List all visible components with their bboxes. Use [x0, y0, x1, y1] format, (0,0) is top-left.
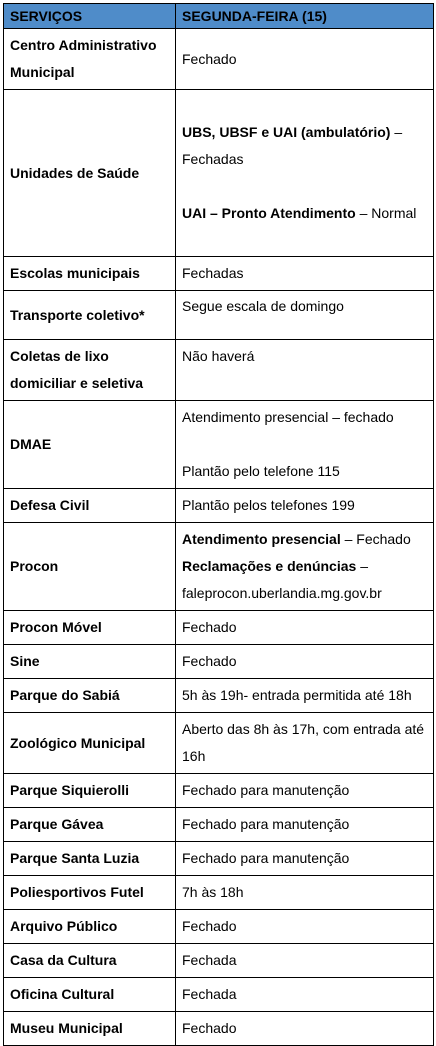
service-status: Plantão pelos telefones 199: [176, 489, 434, 523]
service-status: 5h às 19h- entrada permitida até 18h: [176, 679, 434, 713]
table-row: [4, 90, 434, 257]
service-name: Casa da Cultura: [4, 944, 176, 978]
service-status: Fechado para manutenção: [176, 842, 434, 876]
table-row: [4, 774, 434, 808]
service-name: Arquivo Público: [4, 910, 176, 944]
service-name: Sine: [4, 645, 176, 679]
service-name: Coletas de lixo domiciliar e seletiva: [4, 340, 176, 401]
table-row: [4, 645, 434, 679]
service-name: Parque do Sabiá: [4, 679, 176, 713]
table-row: [4, 291, 434, 340]
service-status: Fechadas: [176, 257, 434, 291]
service-status: Não haverá: [176, 340, 434, 401]
service-name: Procon Móvel: [4, 611, 176, 645]
service-status: Fechada: [176, 944, 434, 978]
table-row: [4, 808, 434, 842]
table-row: [4, 340, 434, 401]
status-bold: Atendimento presencial: [182, 531, 341, 547]
service-status: Segue escala de domingo: [176, 291, 434, 340]
table-row: [4, 257, 434, 291]
header-day: SEGUNDA-FEIRA (15): [176, 4, 434, 29]
status-bold: UAI – Pronto Atendimento: [182, 205, 356, 221]
status-line: Atendimento presencial – fechado: [182, 409, 394, 425]
service-status: Fechado: [176, 611, 434, 645]
service-name: Poliesportivos Futel: [4, 876, 176, 910]
table-row: [4, 944, 434, 978]
service-status: Fechada: [176, 978, 434, 1012]
status-line: Plantão pelo telefone 115: [182, 463, 340, 479]
table-row: [4, 489, 434, 523]
service-status: Fechado: [176, 29, 434, 90]
service-name: Museu Municipal: [4, 1012, 176, 1046]
service-status: [176, 90, 434, 257]
service-status: Fechado para manutenção: [176, 774, 434, 808]
service-name: Centro Administrativo Municipal: [4, 29, 176, 90]
status-bold: Reclamações e denúncias: [182, 558, 357, 574]
table-row: [4, 401, 434, 489]
table-row: [4, 978, 434, 1012]
service-name: Parque Santa Luzia: [4, 842, 176, 876]
service-status: [176, 523, 434, 611]
service-status: Fechado para manutenção: [176, 808, 434, 842]
service-name: Transporte coletivo*: [4, 291, 176, 340]
service-name: Oficina Cultural: [4, 978, 176, 1012]
service-status: Fechado: [176, 645, 434, 679]
service-status: 7h às 18h: [176, 876, 434, 910]
service-name: Procon: [4, 523, 176, 611]
status-bold: UBS, UBSF e UAI (ambulatório): [182, 124, 391, 140]
table-row: [4, 611, 434, 645]
table-header-row: [4, 4, 434, 29]
table-row: [4, 523, 434, 611]
status-text: – Fechado: [340, 531, 411, 547]
table-row: [4, 713, 434, 774]
service-name: Zoológico Municipal: [4, 713, 176, 774]
service-name: Parque Siquierolli: [4, 774, 176, 808]
service-name: Escolas municipais: [4, 257, 176, 291]
table-row: [4, 1012, 434, 1046]
status-text: – faleprocon.uberlandia.mg.gov.br: [182, 558, 382, 601]
table-row: [4, 910, 434, 944]
service-status: Fechado: [176, 1012, 434, 1046]
table-row: [4, 876, 434, 910]
table-row: [4, 29, 434, 90]
service-name: DMAE: [4, 401, 176, 489]
service-status: [176, 401, 434, 489]
service-status: Aberto das 8h às 17h, com entrada até 16h: [176, 713, 434, 774]
table-row: [4, 679, 434, 713]
status-text: – Normal: [355, 205, 417, 221]
status-text: – Fechadas: [182, 124, 403, 167]
service-name: Parque Gávea: [4, 808, 176, 842]
service-name: Unidades de Saúde: [4, 90, 176, 257]
services-schedule-table: [3, 3, 434, 1046]
service-status: Fechado: [176, 910, 434, 944]
header-services: SERVIÇOS: [4, 4, 176, 29]
service-name: Defesa Civil: [4, 489, 176, 523]
table-row: [4, 842, 434, 876]
